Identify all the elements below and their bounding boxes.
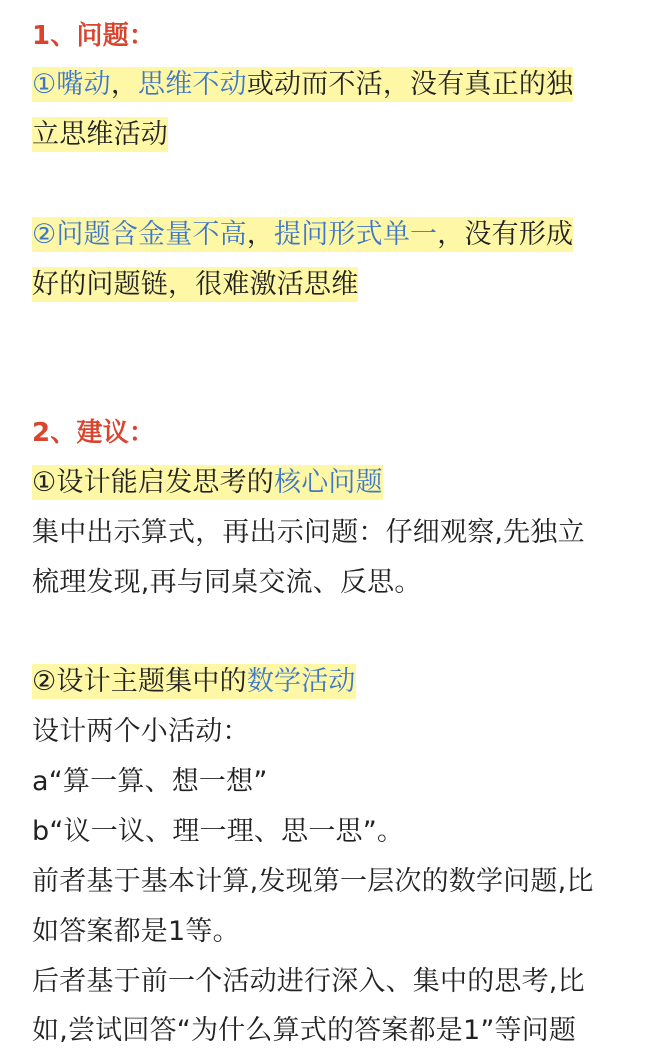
section-heading-suggestions	[32, 414, 155, 452]
suggestion-item-2-line-6: 后者基于前一个活动进行深入、集中的思考,比	[32, 966, 585, 997]
suggestion-item-2-line-7: 如,尝试回答“为什么算式的答案都是1”等问题	[32, 1015, 577, 1046]
suggestion-item-2-line-3: b“议一议、理一理、思一思”。	[32, 816, 405, 847]
section-heading-problems-text: 1、问题：	[32, 21, 156, 51]
problem-item-2-rest: ，没有形成	[437, 219, 574, 250]
problem-item-1-line-2	[32, 116, 168, 154]
problem-item-1-keyword-2: 思维不动	[138, 69, 247, 100]
section-heading-problems	[32, 17, 155, 55]
suggestion-item-1-desc-line-2: 梳理发现,再与同桌交流、反思。	[32, 567, 422, 598]
section-heading-suggestions-text: 2、建议：	[32, 418, 156, 448]
suggestion-item-2-line-2: a“算一算、想一想”	[32, 766, 268, 797]
suggestion-item-1-title-text: ①设计能启发思考的	[32, 467, 275, 498]
problem-item-2-line-2-text: 好的问题链，很难激活思维	[32, 269, 359, 300]
suggestion-item-2-line-4: 前者基于基本计算,发现第一层次的数学问题,比	[32, 866, 594, 897]
problem-item-1-line-2-text: 立思维活动	[32, 119, 168, 150]
suggestion-item-1-highlight	[32, 465, 383, 500]
problem-item-1-separator: ，	[110, 69, 139, 100]
suggestion-item-1-title	[32, 464, 383, 502]
problem-item-2-highlight	[32, 217, 573, 252]
suggestion-item-1-keyword: 核心问题	[274, 467, 383, 498]
problem-item-2-line-2	[32, 266, 358, 304]
problem-item-2-prefix: ②	[32, 219, 57, 250]
suggestion-item-2-line-1: 设计两个小活动：	[32, 716, 250, 747]
suggestion-item-2-keyword: 数学活动	[246, 666, 356, 697]
suggestion-item-2-title	[32, 663, 356, 701]
problem-item-1-highlight	[32, 67, 573, 102]
problem-item-2-line-1	[32, 216, 573, 254]
problem-item-1-keyword-1: 嘴动	[56, 69, 111, 100]
suggestion-item-1-desc-line-1: 集中出示算式，再出示问题：仔细观察,先独立	[32, 517, 585, 548]
problem-item-2-keyword-2: 提问形式单一	[274, 219, 438, 250]
problem-item-1-line-1	[32, 66, 573, 104]
problem-item-2-keyword-1: 问题含金量不高	[56, 219, 247, 250]
suggestion-item-2-line-5: 如答案都是1等。	[32, 916, 240, 947]
problem-item-2-separator: ，	[246, 219, 275, 250]
suggestion-item-2-highlight	[32, 664, 356, 699]
suggestion-item-2-title-text: ②设计主题集中的	[32, 666, 247, 697]
problem-item-1-prefix: ①	[32, 69, 57, 100]
problem-item-1-rest: 或动而不活，没有真正的独	[246, 69, 574, 100]
